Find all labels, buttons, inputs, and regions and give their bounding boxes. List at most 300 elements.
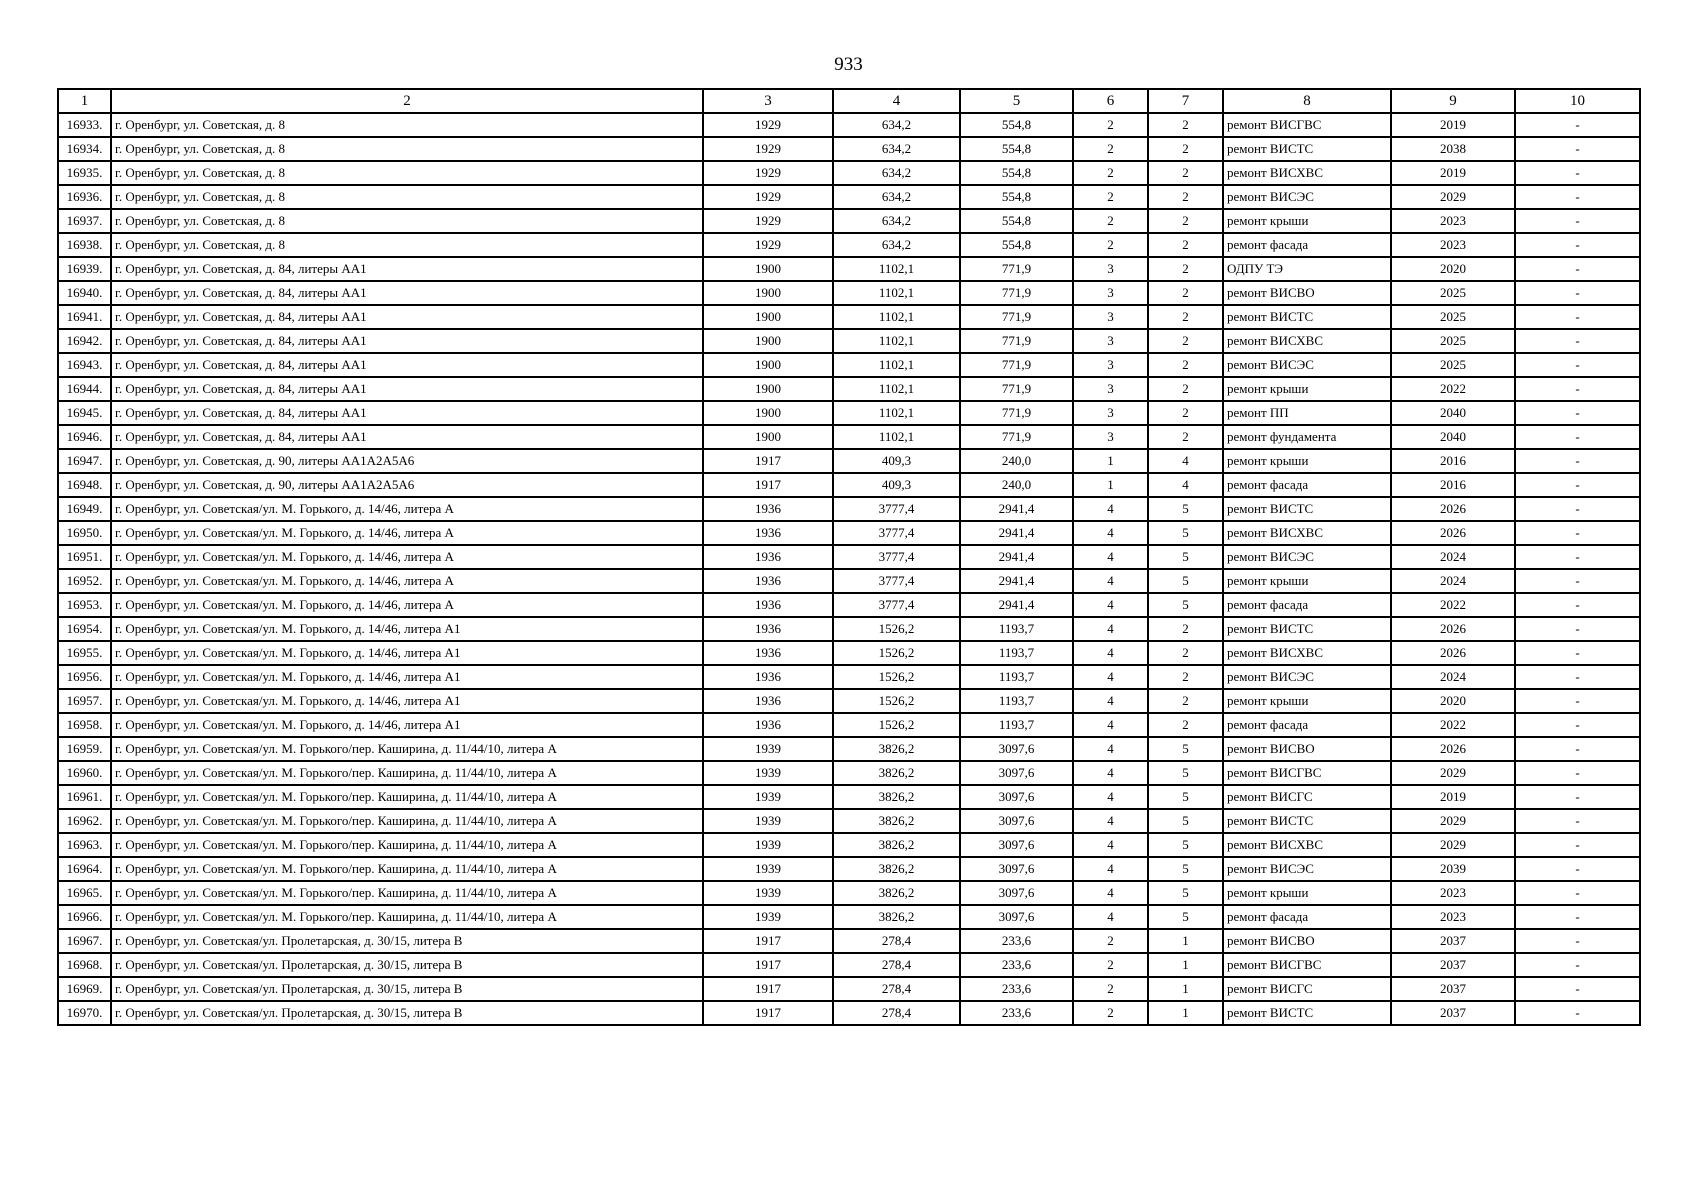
note-cell: - (1515, 401, 1640, 425)
address-cell: г. Оренбург, ул. Советская, д. 84, литеры АА1 (111, 377, 703, 401)
row-number-cell: 16937. (58, 209, 111, 233)
table-row (58, 857, 1640, 881)
address-cell: г. Оренбург, ул. Советская, д. 84, литеры АА1 (111, 257, 703, 281)
plan-year-cell: 2022 (1391, 593, 1515, 617)
plan-year-cell: 2019 (1391, 785, 1515, 809)
plan-year-cell: 2023 (1391, 905, 1515, 929)
address-cell: г. Оренбург, ул. Советская/ул. М. Горького/пер. Каширина, д. 11/44/10, литера А (111, 809, 703, 833)
work-type-cell: ремонт фасада (1223, 905, 1391, 929)
address-cell: г. Оренбург, ул. Советская/ул. М. Горького, д. 14/46, литера А (111, 593, 703, 617)
floors-cell: 3 (1073, 329, 1148, 353)
row-number-cell: 16940. (58, 281, 111, 305)
address-cell: г. Оренбург, ул. Советская, д. 8 (111, 137, 703, 161)
work-type-cell: ремонт фасада (1223, 713, 1391, 737)
row-number-cell: 16970. (58, 1001, 111, 1025)
row-number-cell: 16956. (58, 665, 111, 689)
row-number-cell: 16935. (58, 161, 111, 185)
note-cell: - (1515, 833, 1640, 857)
plan-year-cell: 2038 (1391, 137, 1515, 161)
entrances-cell: 2 (1148, 617, 1223, 641)
table-row (58, 977, 1640, 1001)
floors-cell: 4 (1073, 665, 1148, 689)
plan-year-cell: 2040 (1391, 425, 1515, 449)
note-cell: - (1515, 113, 1640, 137)
table-row (58, 833, 1640, 857)
plan-year-cell: 2016 (1391, 449, 1515, 473)
row-number-cell: 16957. (58, 689, 111, 713)
table-row (58, 353, 1640, 377)
total-area-cell: 3777,4 (833, 521, 960, 545)
total-area-cell: 1526,2 (833, 713, 960, 737)
plan-year-cell: 2029 (1391, 185, 1515, 209)
year-cell: 1936 (703, 617, 833, 641)
work-type-cell: ремонт ВИСГВС (1223, 761, 1391, 785)
year-cell: 1929 (703, 161, 833, 185)
living-area-cell: 1193,7 (960, 641, 1073, 665)
row-number-cell: 16941. (58, 305, 111, 329)
address-cell: г. Оренбург, ул. Советская, д. 90, литеры АА1А2А5А6 (111, 473, 703, 497)
table-row (58, 449, 1640, 473)
year-cell: 1936 (703, 689, 833, 713)
year-cell: 1917 (703, 929, 833, 953)
address-cell: г. Оренбург, ул. Советская, д. 90, литеры АА1А2А5А6 (111, 449, 703, 473)
entrances-cell: 5 (1148, 737, 1223, 761)
entrances-cell: 1 (1148, 977, 1223, 1001)
work-type-cell: ремонт ВИСХВС (1223, 641, 1391, 665)
living-area-cell: 554,8 (960, 113, 1073, 137)
floors-cell: 4 (1073, 545, 1148, 569)
plan-year-cell: 2026 (1391, 617, 1515, 641)
plan-year-cell: 2024 (1391, 665, 1515, 689)
total-area-cell: 1102,1 (833, 329, 960, 353)
table-row (58, 905, 1640, 929)
living-area-cell: 233,6 (960, 977, 1073, 1001)
row-number-cell: 16948. (58, 473, 111, 497)
row-number-cell: 16952. (58, 569, 111, 593)
note-cell: - (1515, 737, 1640, 761)
entrances-cell: 2 (1148, 113, 1223, 137)
header-cell-8: 8 (1223, 89, 1391, 113)
address-cell: г. Оренбург, ул. Советская, д. 8 (111, 209, 703, 233)
year-cell: 1939 (703, 785, 833, 809)
work-type-cell: ремонт ВИСЭС (1223, 665, 1391, 689)
plan-year-cell: 2026 (1391, 521, 1515, 545)
living-area-cell: 1193,7 (960, 665, 1073, 689)
plan-year-cell: 2039 (1391, 857, 1515, 881)
table-row (58, 761, 1640, 785)
address-cell: г. Оренбург, ул. Советская/ул. Пролетарская, д. 30/15, литера В (111, 953, 703, 977)
entrances-cell: 2 (1148, 305, 1223, 329)
address-cell: г. Оренбург, ул. Советская, д. 84, литеры АА1 (111, 305, 703, 329)
living-area-cell: 2941,4 (960, 545, 1073, 569)
living-area-cell: 1193,7 (960, 713, 1073, 737)
work-type-cell: ремонт крыши (1223, 449, 1391, 473)
header-cell-1: 1 (58, 89, 111, 113)
entrances-cell: 5 (1148, 497, 1223, 521)
total-area-cell: 409,3 (833, 449, 960, 473)
table-row (58, 233, 1640, 257)
work-type-cell: ремонт крыши (1223, 881, 1391, 905)
table-row (58, 737, 1640, 761)
living-area-cell: 240,0 (960, 449, 1073, 473)
address-cell: г. Оренбург, ул. Советская/ул. М. Горького, д. 14/46, литера А (111, 497, 703, 521)
row-number-cell: 16960. (58, 761, 111, 785)
table-row (58, 521, 1640, 545)
floors-cell: 4 (1073, 785, 1148, 809)
entrances-cell: 1 (1148, 1001, 1223, 1025)
note-cell: - (1515, 281, 1640, 305)
work-type-cell: ремонт ВИСХВС (1223, 161, 1391, 185)
floors-cell: 4 (1073, 593, 1148, 617)
note-cell: - (1515, 953, 1640, 977)
row-number-cell: 16954. (58, 617, 111, 641)
work-type-cell: ОДПУ ТЭ (1223, 257, 1391, 281)
row-number-cell: 16953. (58, 593, 111, 617)
row-number-cell: 16959. (58, 737, 111, 761)
address-cell: г. Оренбург, ул. Советская/ул. М. Горького/пер. Каширина, д. 11/44/10, литера А (111, 761, 703, 785)
address-cell: г. Оренбург, ул. Советская/ул. М. Горького, д. 14/46, литера А1 (111, 617, 703, 641)
address-cell: г. Оренбург, ул. Советская, д. 8 (111, 233, 703, 257)
address-cell: г. Оренбург, ул. Советская/ул. М. Горького, д. 14/46, литера А1 (111, 689, 703, 713)
living-area-cell: 554,8 (960, 137, 1073, 161)
entrances-cell: 5 (1148, 593, 1223, 617)
floors-cell: 4 (1073, 713, 1148, 737)
living-area-cell: 771,9 (960, 401, 1073, 425)
living-area-cell: 2941,4 (960, 593, 1073, 617)
address-cell: г. Оренбург, ул. Советская/ул. Пролетарская, д. 30/15, литера В (111, 977, 703, 1001)
address-cell: г. Оренбург, ул. Советская/ул. Пролетарская, д. 30/15, литера В (111, 1001, 703, 1025)
plan-year-cell: 2023 (1391, 881, 1515, 905)
total-area-cell: 3826,2 (833, 737, 960, 761)
row-number-cell: 16968. (58, 953, 111, 977)
year-cell: 1917 (703, 1001, 833, 1025)
note-cell: - (1515, 545, 1640, 569)
table-row (58, 257, 1640, 281)
registry-table (57, 88, 1641, 1026)
table-row (58, 161, 1640, 185)
total-area-cell: 3826,2 (833, 905, 960, 929)
table-row (58, 185, 1640, 209)
total-area-cell: 1102,1 (833, 401, 960, 425)
table-row (58, 473, 1640, 497)
total-area-cell: 278,4 (833, 953, 960, 977)
plan-year-cell: 2026 (1391, 641, 1515, 665)
year-cell: 1929 (703, 233, 833, 257)
address-cell: г. Оренбург, ул. Советская, д. 84, литеры АА1 (111, 329, 703, 353)
plan-year-cell: 2029 (1391, 833, 1515, 857)
entrances-cell: 2 (1148, 641, 1223, 665)
note-cell: - (1515, 305, 1640, 329)
floors-cell: 2 (1073, 953, 1148, 977)
living-area-cell: 233,6 (960, 1001, 1073, 1025)
note-cell: - (1515, 473, 1640, 497)
year-cell: 1917 (703, 953, 833, 977)
row-number-cell: 16951. (58, 545, 111, 569)
living-area-cell: 1193,7 (960, 617, 1073, 641)
floors-cell: 2 (1073, 209, 1148, 233)
total-area-cell: 3826,2 (833, 809, 960, 833)
table-row (58, 809, 1640, 833)
total-area-cell: 3826,2 (833, 833, 960, 857)
year-cell: 1917 (703, 977, 833, 1001)
living-area-cell: 3097,6 (960, 761, 1073, 785)
table-row (58, 881, 1640, 905)
row-number-cell: 16967. (58, 929, 111, 953)
table-row (58, 137, 1640, 161)
living-area-cell: 771,9 (960, 377, 1073, 401)
floors-cell: 4 (1073, 569, 1148, 593)
entrances-cell: 2 (1148, 161, 1223, 185)
address-cell: г. Оренбург, ул. Советская, д. 84, литеры АА1 (111, 401, 703, 425)
total-area-cell: 1102,1 (833, 377, 960, 401)
table-row (58, 377, 1640, 401)
plan-year-cell: 2037 (1391, 977, 1515, 1001)
living-area-cell: 771,9 (960, 329, 1073, 353)
year-cell: 1936 (703, 641, 833, 665)
year-cell: 1939 (703, 737, 833, 761)
entrances-cell: 5 (1148, 785, 1223, 809)
living-area-cell: 3097,6 (960, 833, 1073, 857)
entrances-cell: 5 (1148, 545, 1223, 569)
living-area-cell: 3097,6 (960, 881, 1073, 905)
floors-cell: 4 (1073, 809, 1148, 833)
table-row (58, 329, 1640, 353)
plan-year-cell: 2020 (1391, 689, 1515, 713)
year-cell: 1936 (703, 665, 833, 689)
year-cell: 1939 (703, 881, 833, 905)
year-cell: 1936 (703, 569, 833, 593)
plan-year-cell: 2023 (1391, 233, 1515, 257)
table-row (58, 569, 1640, 593)
entrances-cell: 2 (1148, 329, 1223, 353)
plan-year-cell: 2026 (1391, 737, 1515, 761)
year-cell: 1939 (703, 857, 833, 881)
plan-year-cell: 2025 (1391, 329, 1515, 353)
living-area-cell: 233,6 (960, 953, 1073, 977)
plan-year-cell: 2037 (1391, 953, 1515, 977)
plan-year-cell: 2019 (1391, 113, 1515, 137)
address-cell: г. Оренбург, ул. Советская/ул. М. Горького, д. 14/46, литера А (111, 521, 703, 545)
entrances-cell: 2 (1148, 281, 1223, 305)
address-cell: г. Оренбург, ул. Советская, д. 84, литеры АА1 (111, 425, 703, 449)
note-cell: - (1515, 593, 1640, 617)
total-area-cell: 278,4 (833, 1001, 960, 1025)
entrances-cell: 5 (1148, 857, 1223, 881)
entrances-cell: 2 (1148, 713, 1223, 737)
living-area-cell: 554,8 (960, 233, 1073, 257)
work-type-cell: ремонт ВИСХВС (1223, 833, 1391, 857)
table-row (58, 785, 1640, 809)
year-cell: 1900 (703, 257, 833, 281)
table-row (58, 713, 1640, 737)
living-area-cell: 771,9 (960, 305, 1073, 329)
floors-cell: 2 (1073, 161, 1148, 185)
year-cell: 1939 (703, 905, 833, 929)
total-area-cell: 3826,2 (833, 785, 960, 809)
work-type-cell: ремонт ВИСГВС (1223, 953, 1391, 977)
header-cell-7: 7 (1148, 89, 1223, 113)
address-cell: г. Оренбург, ул. Советская, д. 84, литеры АА1 (111, 353, 703, 377)
work-type-cell: ремонт ВИСХВС (1223, 521, 1391, 545)
total-area-cell: 3777,4 (833, 497, 960, 521)
floors-cell: 4 (1073, 857, 1148, 881)
plan-year-cell: 2029 (1391, 809, 1515, 833)
year-cell: 1900 (703, 281, 833, 305)
floors-cell: 2 (1073, 137, 1148, 161)
work-type-cell: ремонт ВИСЭС (1223, 545, 1391, 569)
floors-cell: 2 (1073, 113, 1148, 137)
note-cell: - (1515, 929, 1640, 953)
row-number-cell: 16944. (58, 377, 111, 401)
work-type-cell: ремонт ВИСВО (1223, 737, 1391, 761)
plan-year-cell: 2025 (1391, 281, 1515, 305)
page-number: 933 (834, 54, 863, 75)
note-cell: - (1515, 905, 1640, 929)
total-area-cell: 634,2 (833, 113, 960, 137)
year-cell: 1900 (703, 377, 833, 401)
address-cell: г. Оренбург, ул. Советская/ул. М. Горького, д. 14/46, литера А1 (111, 641, 703, 665)
header-cell-2: 2 (111, 89, 703, 113)
work-type-cell: ремонт ПП (1223, 401, 1391, 425)
row-number-cell: 16966. (58, 905, 111, 929)
table-row (58, 1001, 1640, 1025)
entrances-cell: 2 (1148, 401, 1223, 425)
total-area-cell: 1102,1 (833, 257, 960, 281)
entrances-cell: 5 (1148, 833, 1223, 857)
address-cell: г. Оренбург, ул. Советская/ул. М. Горького/пер. Каширина, д. 11/44/10, литера А (111, 881, 703, 905)
work-type-cell: ремонт ВИСВО (1223, 281, 1391, 305)
work-type-cell: ремонт крыши (1223, 209, 1391, 233)
entrances-cell: 1 (1148, 953, 1223, 977)
living-area-cell: 3097,6 (960, 905, 1073, 929)
note-cell: - (1515, 761, 1640, 785)
plan-year-cell: 2040 (1391, 401, 1515, 425)
year-cell: 1900 (703, 329, 833, 353)
note-cell: - (1515, 257, 1640, 281)
table-row (58, 617, 1640, 641)
living-area-cell: 771,9 (960, 353, 1073, 377)
floors-cell: 3 (1073, 377, 1148, 401)
floors-cell: 1 (1073, 449, 1148, 473)
floors-cell: 4 (1073, 761, 1148, 785)
work-type-cell: ремонт ВИСГВС (1223, 113, 1391, 137)
note-cell: - (1515, 329, 1640, 353)
plan-year-cell: 2022 (1391, 713, 1515, 737)
table-row (58, 953, 1640, 977)
plan-year-cell: 2025 (1391, 353, 1515, 377)
row-number-cell: 16947. (58, 449, 111, 473)
year-cell: 1900 (703, 401, 833, 425)
floors-cell: 2 (1073, 929, 1148, 953)
note-cell: - (1515, 425, 1640, 449)
total-area-cell: 634,2 (833, 137, 960, 161)
work-type-cell: ремонт ВИСЭС (1223, 857, 1391, 881)
total-area-cell: 409,3 (833, 473, 960, 497)
living-area-cell: 2941,4 (960, 521, 1073, 545)
table-body (58, 113, 1640, 1025)
total-area-cell: 3826,2 (833, 857, 960, 881)
work-type-cell: ремонт ВИСТС (1223, 137, 1391, 161)
address-cell: г. Оренбург, ул. Советская, д. 8 (111, 185, 703, 209)
work-type-cell: ремонт ВИСТС (1223, 1001, 1391, 1025)
floors-cell: 3 (1073, 257, 1148, 281)
note-cell: - (1515, 641, 1640, 665)
note-cell: - (1515, 137, 1640, 161)
floors-cell: 4 (1073, 881, 1148, 905)
address-cell: г. Оренбург, ул. Советская/ул. М. Горького, д. 14/46, литера А (111, 569, 703, 593)
floors-cell: 2 (1073, 233, 1148, 257)
floors-cell: 4 (1073, 905, 1148, 929)
note-cell: - (1515, 161, 1640, 185)
entrances-cell: 2 (1148, 257, 1223, 281)
year-cell: 1936 (703, 497, 833, 521)
note-cell: - (1515, 449, 1640, 473)
address-cell: г. Оренбург, ул. Советская/ул. М. Горького/пер. Каширина, д. 11/44/10, литера А (111, 833, 703, 857)
year-cell: 1939 (703, 833, 833, 857)
work-type-cell: ремонт ВИСТС (1223, 617, 1391, 641)
total-area-cell: 3826,2 (833, 761, 960, 785)
row-number-cell: 16949. (58, 497, 111, 521)
work-type-cell: ремонт крыши (1223, 569, 1391, 593)
work-type-cell: ремонт ВИСТС (1223, 809, 1391, 833)
total-area-cell: 3777,4 (833, 545, 960, 569)
living-area-cell: 554,8 (960, 209, 1073, 233)
row-number-cell: 16969. (58, 977, 111, 1001)
year-cell: 1936 (703, 593, 833, 617)
total-area-cell: 1526,2 (833, 641, 960, 665)
living-area-cell: 771,9 (960, 425, 1073, 449)
entrances-cell: 2 (1148, 425, 1223, 449)
header-row (58, 89, 1640, 113)
total-area-cell: 634,2 (833, 161, 960, 185)
plan-year-cell: 2016 (1391, 473, 1515, 497)
address-cell: г. Оренбург, ул. Советская/ул. М. Горького, д. 14/46, литера А (111, 545, 703, 569)
entrances-cell: 5 (1148, 905, 1223, 929)
total-area-cell: 1102,1 (833, 425, 960, 449)
work-type-cell: ремонт ВИСВО (1223, 929, 1391, 953)
year-cell: 1936 (703, 545, 833, 569)
row-number-cell: 16955. (58, 641, 111, 665)
row-number-cell: 16942. (58, 329, 111, 353)
work-type-cell: ремонт ВИСЭС (1223, 353, 1391, 377)
entrances-cell: 5 (1148, 881, 1223, 905)
note-cell: - (1515, 185, 1640, 209)
entrances-cell: 1 (1148, 929, 1223, 953)
total-area-cell: 634,2 (833, 209, 960, 233)
note-cell: - (1515, 233, 1640, 257)
total-area-cell: 1526,2 (833, 617, 960, 641)
living-area-cell: 771,9 (960, 281, 1073, 305)
address-cell: г. Оренбург, ул. Советская, д. 8 (111, 113, 703, 137)
year-cell: 1936 (703, 713, 833, 737)
table-row (58, 209, 1640, 233)
note-cell: - (1515, 881, 1640, 905)
entrances-cell: 2 (1148, 689, 1223, 713)
work-type-cell: ремонт ВИСТС (1223, 305, 1391, 329)
total-area-cell: 634,2 (833, 185, 960, 209)
floors-cell: 3 (1073, 305, 1148, 329)
address-cell: г. Оренбург, ул. Советская/ул. М. Горького/пер. Каширина, д. 11/44/10, литера А (111, 905, 703, 929)
table-row (58, 113, 1640, 137)
entrances-cell: 4 (1148, 473, 1223, 497)
table-row (58, 689, 1640, 713)
total-area-cell: 1102,1 (833, 281, 960, 305)
row-number-cell: 16933. (58, 113, 111, 137)
floors-cell: 4 (1073, 689, 1148, 713)
address-cell: г. Оренбург, ул. Советская/ул. Пролетарская, д. 30/15, литера В (111, 929, 703, 953)
table-row (58, 545, 1640, 569)
living-area-cell: 2941,4 (960, 569, 1073, 593)
